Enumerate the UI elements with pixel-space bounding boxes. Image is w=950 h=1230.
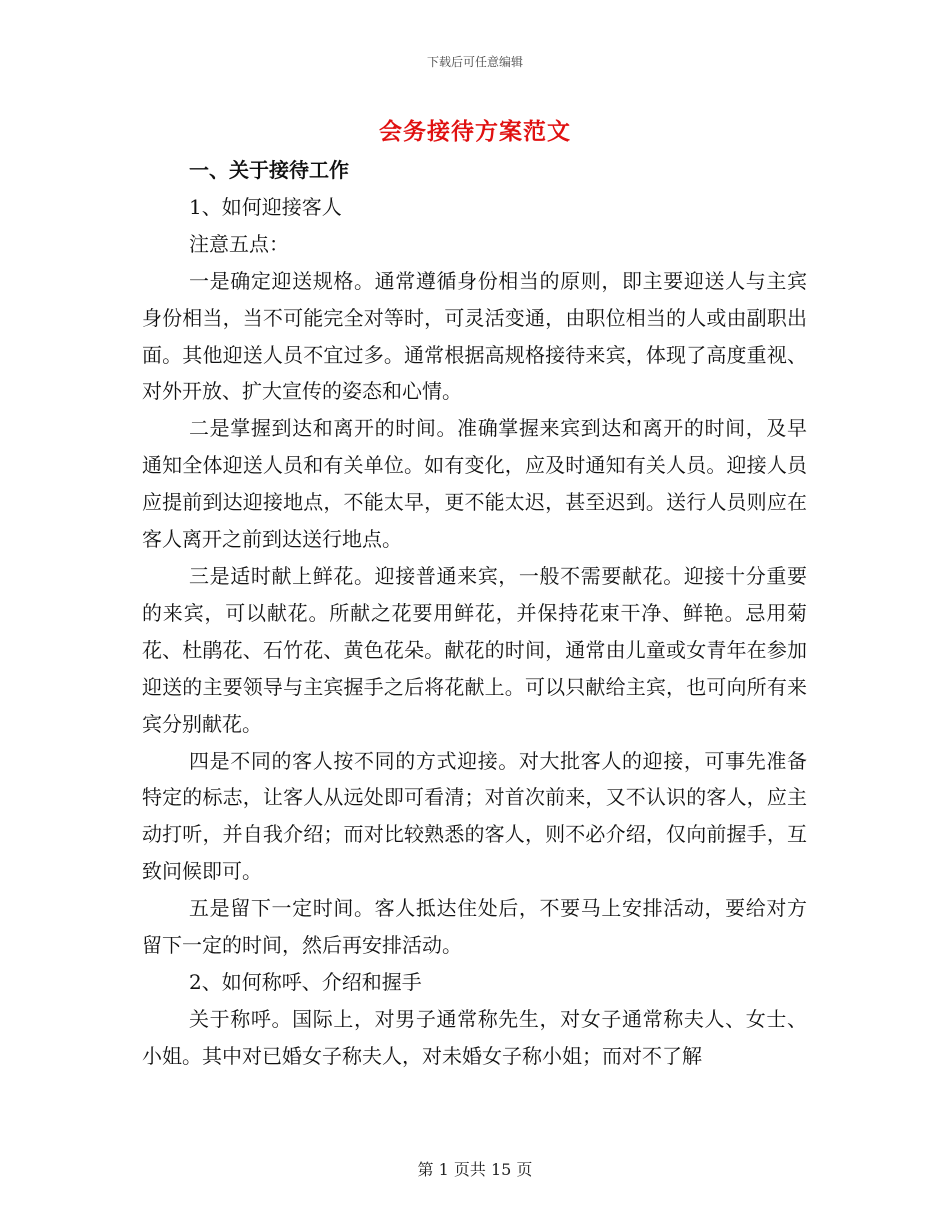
page-footer: 第 1 页共 15 页 — [417, 1160, 533, 1179]
paragraph: 二是掌握到达和离开的时间。准确掌握来宾到达和离开的时间，及早通知全体迎送人员和有关单位。如有变化，应及时通知有关人员。迎接人员应提前到达迎接地点，不能太早，更不能太迟，甚至迟到。送行人员则应在客人离开之前到达送行地点。 — [142, 416, 807, 552]
document-body — [142, 152, 807, 1075]
page-header: 下载后可任意编辑 — [426, 55, 523, 69]
paragraph: 注意五点： — [189, 231, 289, 256]
paragraph: 关于称呼。国际上，对男子通常称先生，对女子通常称夫人、女士、小姐。其中对已婚女子称夫人，对未婚女子称小姐；而对不了解 — [142, 1006, 807, 1068]
section-heading: 一、关于接待工作 — [189, 158, 349, 182]
paragraph: 四是不同的客人按不同的方式迎接。对大批客人的迎接，可事先准备特定的标志，让客人从远处即可看清；对首次前来，又不认识的客人，应主动打听，并自我介绍；而对比较熟悉的客人，则不必介绍，仅向前握手，互致问候即可。 — [142, 748, 807, 884]
paragraph: 一是确定迎送规格。通常遵循身份相当的原则，即主要迎送人与主宾身份相当，当不可能完全对等时，可灵活变通，由职位相当的人或由副职出面。其他迎送人员不宜过多。通常根据高规格接待来宾，体现了高度重视、对外开放、扩大宣传的姿态和心情。 — [142, 268, 807, 404]
document-title: 会务接待方案范文 — [379, 118, 571, 145]
subsection-heading: 2、如何称呼、介绍和握手 — [189, 969, 422, 994]
paragraph: 三是适时献上鲜花。迎接普通来宾，一般不需要献花。迎接十分重要的来宾，可以献花。所献之花要用鲜花，并保持花束干净、鲜艳。忌用菊花、杜鹃花、石竹花、黄色花朵。献花的时间，通常由儿童或女青年在参加迎送的主要领导与主宾握手之后将花献上。可以只献给主宾，也可向所有来宾分别献花。 — [142, 563, 807, 736]
paragraph: 五是留下一定时间。客人抵达住处后，不要马上安排活动，要给对方留下一定的时间，然后再安排活动。 — [142, 896, 807, 958]
subsection-heading: 1、如何迎接客人 — [189, 194, 342, 219]
